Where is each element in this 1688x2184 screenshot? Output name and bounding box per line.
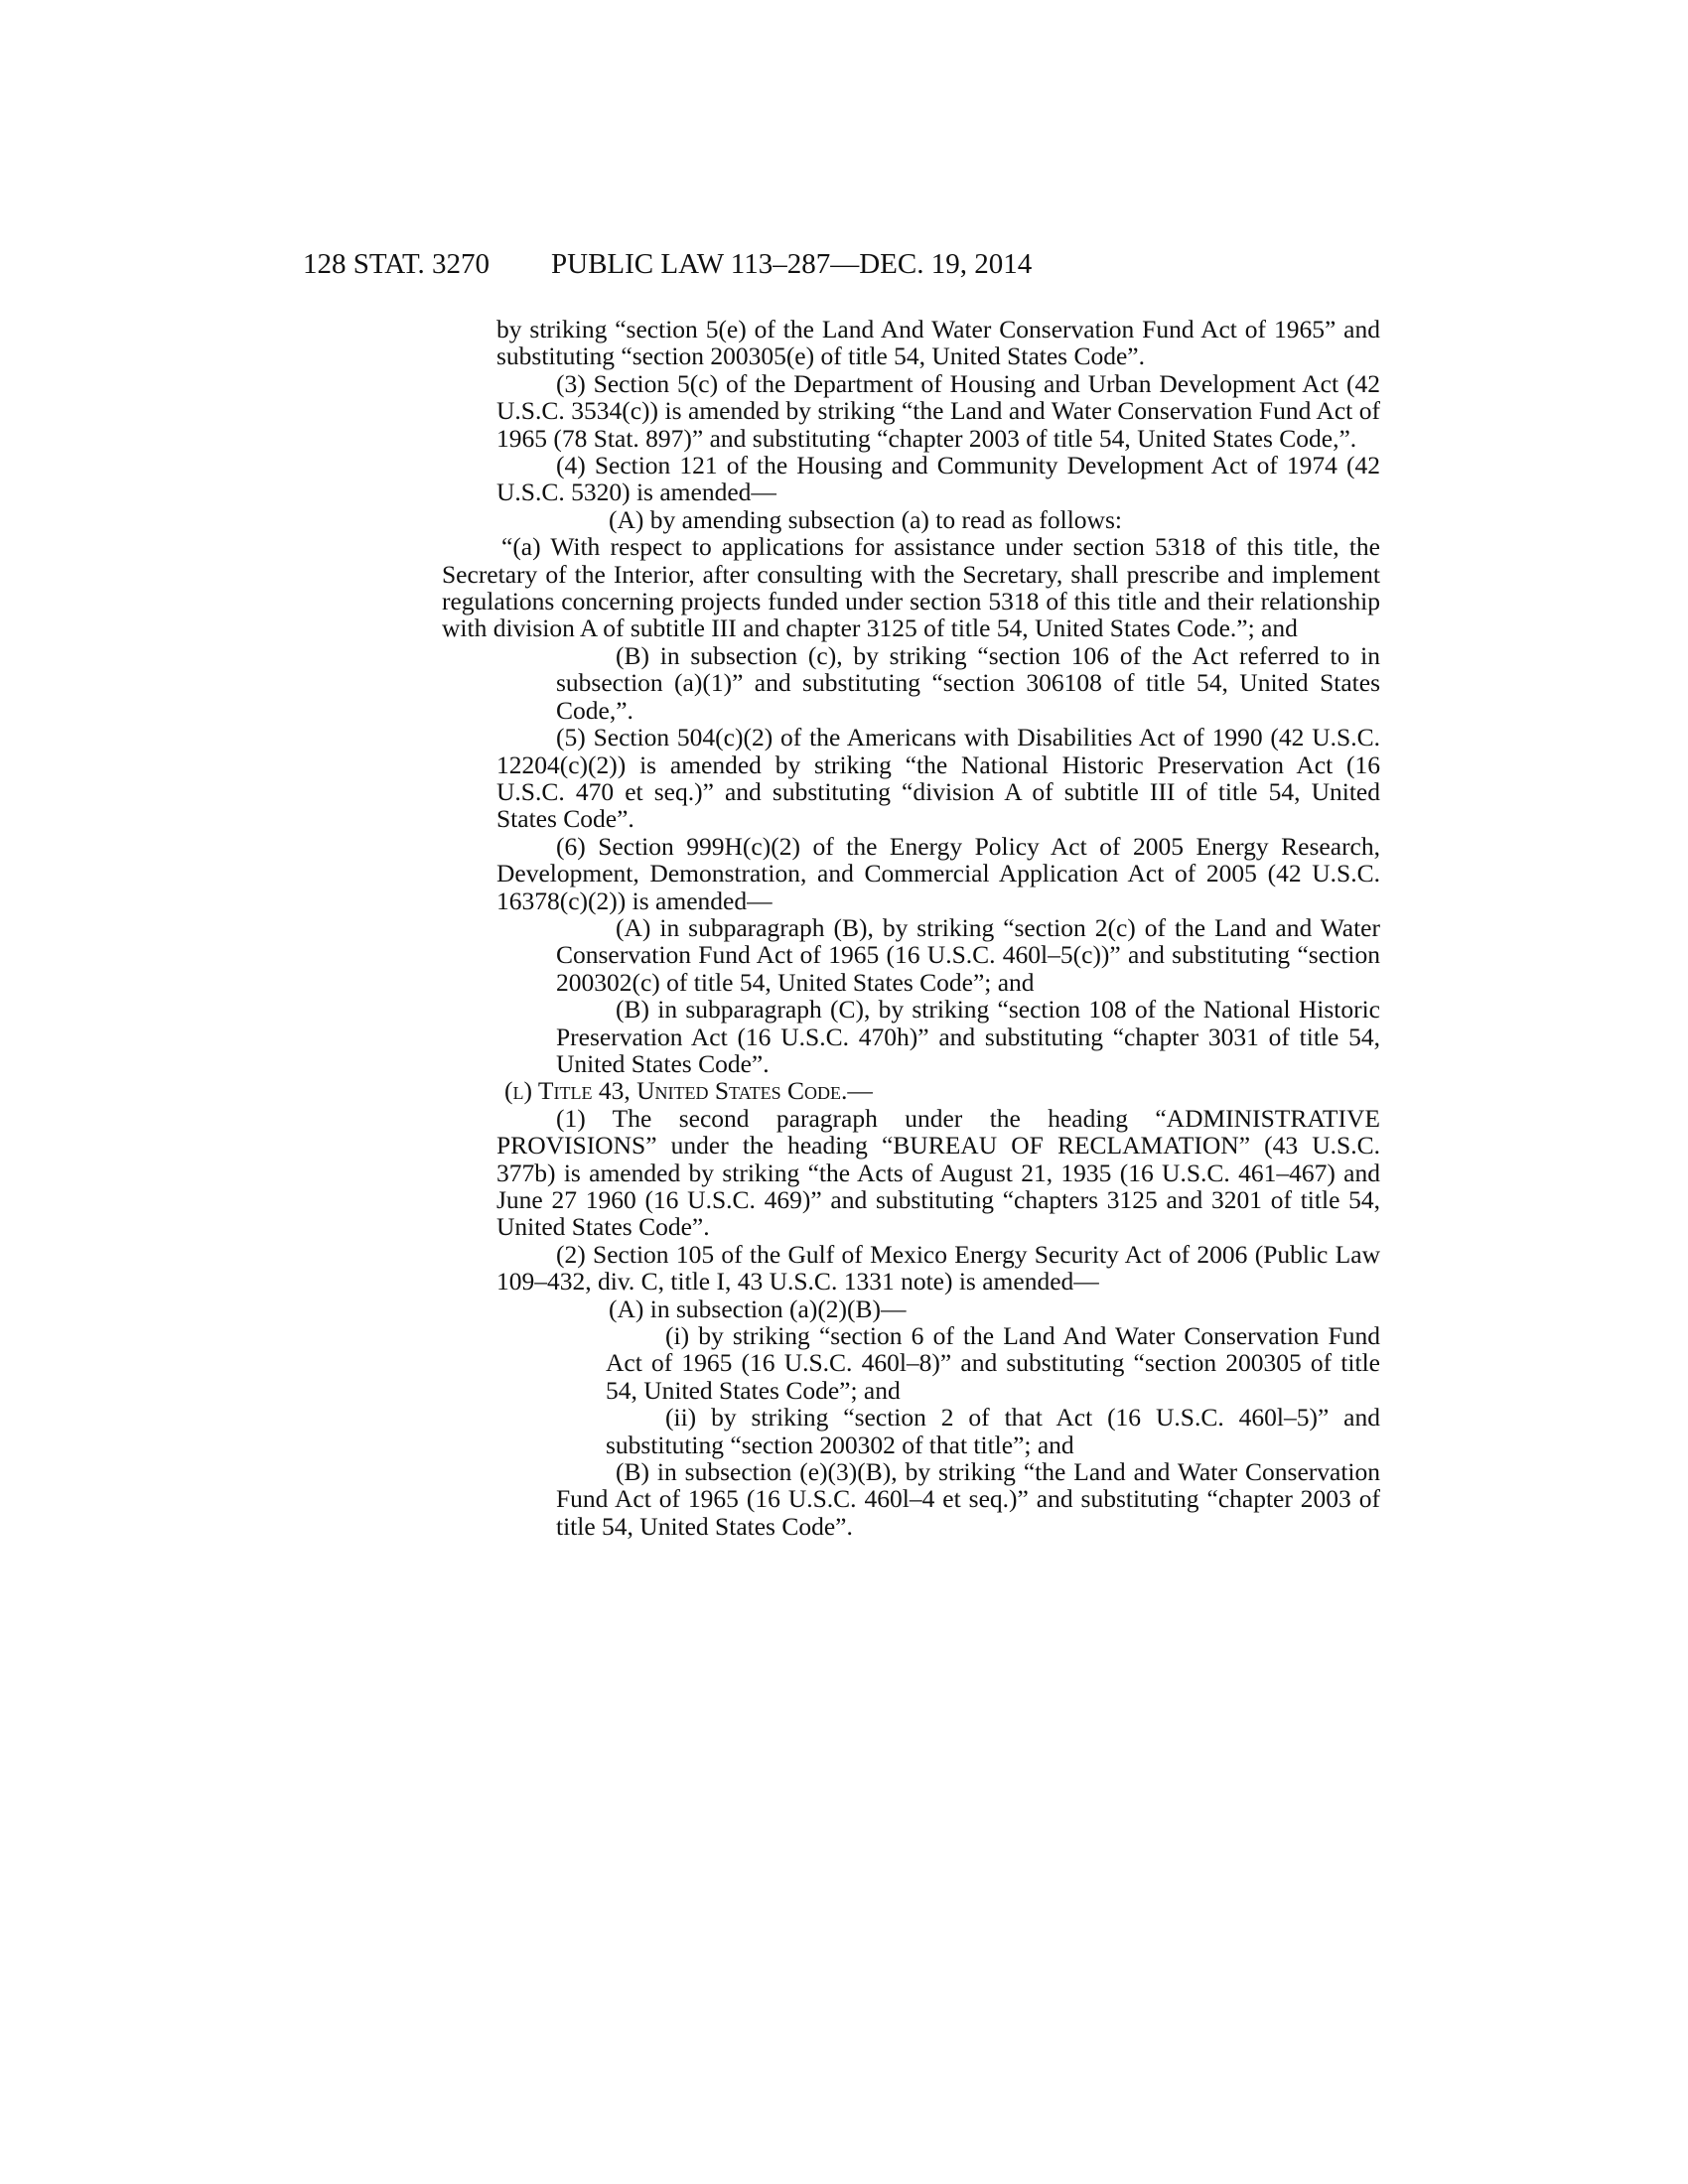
paragraph-4-b: (B) in subsection (c), by striking “section 106 of the Act referred to in subsection (a)(1)” and substituting “section 306108 of title 54, United States Code,”.	[556, 640, 1380, 725]
page-header	[303, 248, 1375, 288]
title-43-paragraph-2-a-ii: (ii) by striking “section 2 of that Act (16 U.S.C. 460l–5)” and substituting “section 200302 of that title”; and	[606, 1403, 1380, 1459]
title-43-paragraph-2-a: (A) in subsection (a)(2)(B)—	[609, 1294, 907, 1323]
paragraph-6-a: (A) in subparagraph (B), by striking “section 2(c) of the Land and Water Conservation Fund Act of 1965 (16 U.S.C. 460l–5(c))” and substituting “section 200302(c) of title 54, United States Code”; and	[556, 912, 1380, 997]
document-body	[442, 315, 1380, 1541]
paragraph-6-b: (B) in subparagraph (C), by striking “section 108 of the National Historic Preservation Act (16 U.S.C. 470h)” and substituting “chapter 3031 of title 54, United States Code”.	[556, 995, 1380, 1078]
paragraph-continuation: by striking “section 5(e) of the Land And Water Conservation Fund Act of 1965” and substituting “section 200305(e) of title 54, United States Code”.	[496, 315, 1380, 371]
title-43-paragraph-2-b: (B) in subsection (e)(3)(B), by striking “the Land and Water Conservation Fund Act of 1965 (16 U.S.C. 460l–4 et seq.)” and substituting “chapter 2003 of title 54, United States Code”.	[556, 1457, 1380, 1541]
title-43-paragraph-2: (2) Section 105 of the Gulf of Mexico Energy Security Act of 2006 (Public Law 109–432, div. C, title I, 43 U.S.C. 1331 note) is amended—	[496, 1239, 1380, 1297]
statute-page-number: 128 STAT. 3270	[303, 248, 491, 280]
title-43-paragraph-1: (1) The second paragraph under the heading “ADMINISTRATIVE PROVISIONS” under the heading “BUREAU OF RECLAMATION” (43 U.S.C. 377b) is amended by striking “the Acts of August 21, 1935 (16 U.S.C. 461–467) and June 27 1960 (16 U.S.C. 469)” and substituting “chapters 3125 and 3201 of title 54, United States Code”.	[496, 1103, 1380, 1242]
paragraph-4-quoted-subsection: “(a) With respect to applications for assistance under section 5318 of this title, the Secretary of the Interior, after consulting with the Secretary, shall prescribe and implement regulations concerning projects funded under section 5318 of this title and their relationship with division A of subtitle III and chapter 3125 of title 54, United States Code.”; and	[442, 532, 1380, 643]
paragraph-5: (5) Section 504(c)(2) of the Americans with Disabilities Act of 1990 (42 U.S.C. 12204(c)(2)) is amended by striking “the National Historic Preservation Act (16 U.S.C. 470 et seq.)” and substituting “division A of subtitle III of title 54, United States Code”.	[496, 723, 1380, 834]
title-43-paragraph-2-a-i: (i) by striking “section 6 of the Land And Water Conservation Fund Act of 1965 (16 U.S.C. 460l–8)” and substituting “section 200305 of title 54, United States Code”; and	[606, 1321, 1380, 1405]
paragraph-4: (4) Section 121 of the Housing and Community Development Act of 1974 (42 U.S.C. 5320) is amended—	[496, 451, 1380, 507]
subsection-title-43-heading: (l) Title 43, United States Code.—	[504, 1076, 873, 1106]
public-law-citation: PUBLIC LAW 113–287—DEC. 19, 2014	[551, 248, 1033, 280]
paragraph-4-a: (A) by amending subsection (a) to read as follows:	[609, 504, 1122, 534]
paragraph-6: (6) Section 999H(c)(2) of the Energy Policy Act of 2005 Energy Research, Development, Demonstration, and Commercial Application Act of 2005 (42 U.S.C. 16378(c)(2)) is amended—	[496, 831, 1380, 915]
paragraph-3: (3) Section 5(c) of the Department of Housing and Urban Development Act (42 U.S.C. 3534(c)) is amended by striking “the Land and Water Conservation Fund Act of 1965 (78 Stat. 897)” and substituting “chapter 2003 of title 54, United States Code,”.	[496, 368, 1380, 453]
